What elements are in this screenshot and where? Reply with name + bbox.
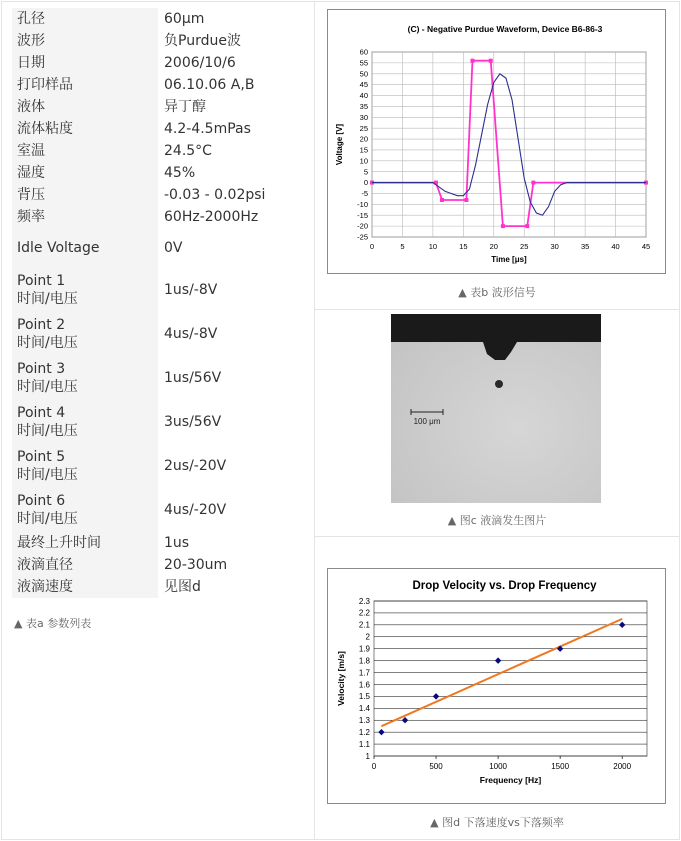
param-value: 45% xyxy=(158,162,314,184)
param-key-label: 频率 xyxy=(17,209,45,225)
scale-bar-label: 100 μm xyxy=(413,417,441,426)
param-key xyxy=(12,532,158,554)
y-tick-label: 5 xyxy=(363,167,368,177)
param-key-label: 波形 xyxy=(17,33,45,49)
param-key-label: 背压 xyxy=(17,187,45,203)
figure-d-caption: ▲ 图d 下落速度vs下落频率 xyxy=(430,816,564,829)
param-key xyxy=(12,52,158,74)
y-tick-label: 2.1 xyxy=(358,620,370,630)
y-tick-label: 1.3 xyxy=(358,716,370,726)
param-value: 1us/56V xyxy=(158,356,314,400)
param-key-label: Point 4 xyxy=(17,405,66,421)
param-key xyxy=(12,96,158,118)
param-value: 24.5°C xyxy=(158,140,314,162)
param-key xyxy=(12,400,158,444)
param-key xyxy=(12,576,158,598)
param-value: -0.03 - 0.02psi xyxy=(158,184,314,206)
param-key-sublabel: 时间/电压 xyxy=(17,511,78,527)
figure-b-caption: ▲ 表b 波形信号 xyxy=(458,286,536,299)
param-key xyxy=(12,118,158,140)
series-marker xyxy=(501,224,505,228)
velocity-chart-svg xyxy=(328,569,665,803)
y-tick-label: 1.6 xyxy=(358,680,370,690)
param-key-label: Point 3 xyxy=(17,361,66,377)
x-tick-label: 0 xyxy=(369,242,375,251)
series-marker xyxy=(440,198,444,202)
y-tick-label: 20 xyxy=(359,134,368,144)
y-tick-label: 10 xyxy=(359,156,368,166)
y-tick-label: 40 xyxy=(359,91,368,101)
x-tick-label: 35 xyxy=(580,242,590,251)
param-key-label: 日期 xyxy=(17,55,45,71)
param-value: 06.10.06 A,B xyxy=(158,74,314,96)
param-key xyxy=(12,140,158,162)
y-tick-label: 2 xyxy=(365,632,370,642)
param-key xyxy=(12,206,158,228)
param-value: 4.2-4.5mPas xyxy=(158,118,314,140)
param-key xyxy=(12,184,158,206)
x-tick-label: 5 xyxy=(400,242,405,251)
series-marker xyxy=(489,59,493,63)
x-tick-label: 15 xyxy=(459,242,468,251)
column-divider xyxy=(314,2,315,839)
x-tick-label: 20 xyxy=(489,242,498,251)
x-tick-label: 25 xyxy=(520,242,529,251)
param-key-label: 液滴速度 xyxy=(17,579,73,595)
param-row xyxy=(12,8,314,30)
param-row xyxy=(12,576,314,598)
series-marker xyxy=(470,59,474,63)
waveform-chart xyxy=(327,9,666,274)
y-tick-label: 15 xyxy=(359,145,368,155)
param-row xyxy=(12,30,314,52)
y-tick-label: 1.2 xyxy=(358,727,370,737)
param-key xyxy=(12,444,158,488)
param-value: 4us/-20V xyxy=(158,488,314,532)
row-divider-1 xyxy=(315,309,679,310)
param-row xyxy=(12,74,314,96)
param-key-label: Point 2 xyxy=(17,317,66,333)
plot-area xyxy=(374,601,647,756)
param-value: 0V xyxy=(158,228,314,268)
y-tick-label: -15 xyxy=(357,210,368,220)
y-tick-label: 2.2 xyxy=(358,608,370,618)
param-row xyxy=(12,444,314,488)
y-tick-label: 1.1 xyxy=(358,739,370,749)
x-tick-label: 30 xyxy=(550,242,559,251)
droplet-photo xyxy=(391,314,601,503)
y-tick-label: 1.9 xyxy=(358,644,370,654)
y-tick-label: 1.7 xyxy=(358,668,370,678)
table-a-caption: ▲ 表a 参数列表 xyxy=(14,617,92,630)
droplet xyxy=(495,380,503,388)
series-marker xyxy=(525,224,529,228)
param-value: 见图d xyxy=(158,576,314,598)
param-row xyxy=(12,184,314,206)
x-tick-label: 0 xyxy=(371,762,377,771)
y-tick-label: 1 xyxy=(365,751,370,761)
chart-title: (C) - Negative Purdue Waveform, Device B6-86-3 xyxy=(407,24,603,34)
param-key xyxy=(12,162,158,184)
param-value: 60μm xyxy=(158,8,314,30)
x-axis-label: Time [μs] xyxy=(491,255,527,264)
x-tick-label: 45 xyxy=(641,242,651,251)
param-key-label: 液体 xyxy=(17,99,45,115)
y-tick-label: 35 xyxy=(359,102,368,112)
series-marker xyxy=(464,198,468,202)
y-tick-label: -5 xyxy=(361,189,368,199)
param-key-label: 湿度 xyxy=(17,165,45,181)
param-key xyxy=(12,554,158,576)
param-key xyxy=(12,30,158,52)
y-tick-label: 45 xyxy=(359,80,368,90)
plot-area xyxy=(372,52,646,237)
param-key-label: Point 5 xyxy=(17,449,66,465)
y-tick-label: 2.3 xyxy=(358,596,370,606)
param-key xyxy=(12,74,158,96)
param-key-label: 流体粘度 xyxy=(17,121,73,137)
y-tick-label: -25 xyxy=(357,232,368,242)
x-tick-label: 10 xyxy=(428,242,438,251)
param-row xyxy=(12,52,314,74)
param-key xyxy=(12,312,158,356)
y-tick-label: -10 xyxy=(357,199,368,209)
velocity-chart xyxy=(327,568,666,804)
y-tick-label: 1.5 xyxy=(358,692,370,702)
param-value: 20-30um xyxy=(158,554,314,576)
param-value: 异丁醇 xyxy=(158,96,314,118)
param-key xyxy=(12,268,158,312)
param-row xyxy=(12,356,314,400)
param-value: 1us xyxy=(158,532,314,554)
param-key xyxy=(12,8,158,30)
x-tick-label: 500 xyxy=(429,762,443,771)
param-key-sublabel: 时间/电压 xyxy=(17,423,78,439)
y-tick-label: 1.4 xyxy=(358,704,370,714)
param-row xyxy=(12,118,314,140)
waveform-chart-svg xyxy=(328,10,665,273)
param-row xyxy=(12,162,314,184)
param-row xyxy=(12,96,314,118)
param-value: 3us/56V xyxy=(158,400,314,444)
param-key-label: Idle Voltage xyxy=(17,240,100,256)
y-tick-label: 30 xyxy=(359,112,368,122)
param-row xyxy=(12,488,314,532)
param-key-label: 孔径 xyxy=(17,11,45,27)
x-tick-label: 1500 xyxy=(551,762,570,771)
param-key-label: 液滴直径 xyxy=(17,557,73,573)
param-row xyxy=(12,312,314,356)
param-key-label: Point 6 xyxy=(17,493,66,509)
param-key-sublabel: 时间/电压 xyxy=(17,335,78,351)
param-row xyxy=(12,400,314,444)
param-key xyxy=(12,356,158,400)
param-value: 1us/-8V xyxy=(158,268,314,312)
row-divider-2 xyxy=(315,536,679,537)
x-tick-label: 40 xyxy=(611,242,620,251)
param-value: 2us/-20V xyxy=(158,444,314,488)
param-row xyxy=(12,532,314,554)
x-tick-label: 2000 xyxy=(613,762,632,771)
y-tick-label: 50 xyxy=(359,69,368,79)
param-value: 2006/10/6 xyxy=(158,52,314,74)
figure-c-caption: ▲ 图c 液滴发生图片 xyxy=(447,514,547,527)
y-axis-label: Voltage [V] xyxy=(335,123,344,166)
param-key-sublabel: 时间/电压 xyxy=(17,467,78,483)
param-value: 60Hz-2000Hz xyxy=(158,206,314,228)
y-tick-label: 0 xyxy=(363,178,368,188)
param-row xyxy=(12,268,314,312)
param-key-label: 室温 xyxy=(17,143,45,159)
param-value: 负Purdue波 xyxy=(158,30,314,52)
param-value: 4us/-8V xyxy=(158,312,314,356)
y-axis-label: Velocity [m/s] xyxy=(336,651,346,706)
x-axis-label: Frequency [Hz] xyxy=(479,775,542,785)
param-key-label: 最终上升时间 xyxy=(17,535,101,551)
param-key-label: Point 1 xyxy=(17,273,66,289)
chart-title: Drop Velocity vs. Drop Frequency xyxy=(412,580,597,592)
param-key-sublabel: 时间/电压 xyxy=(17,291,78,307)
param-row xyxy=(12,140,314,162)
series-marker xyxy=(531,181,535,185)
x-tick-label: 1000 xyxy=(489,762,507,771)
param-key-label: 打印样品 xyxy=(17,77,73,93)
param-key xyxy=(12,228,158,268)
y-tick-label: 55 xyxy=(359,58,368,68)
param-key xyxy=(12,488,158,532)
y-tick-label: 60 xyxy=(359,47,368,57)
y-tick-label: 25 xyxy=(359,123,368,133)
param-row xyxy=(12,228,314,268)
param-row xyxy=(12,206,314,228)
param-key-sublabel: 时间/电压 xyxy=(17,379,78,395)
y-tick-label: -20 xyxy=(357,221,368,231)
param-row xyxy=(12,554,314,576)
y-tick-label: 1.8 xyxy=(358,656,370,666)
parameter-table xyxy=(12,8,314,598)
